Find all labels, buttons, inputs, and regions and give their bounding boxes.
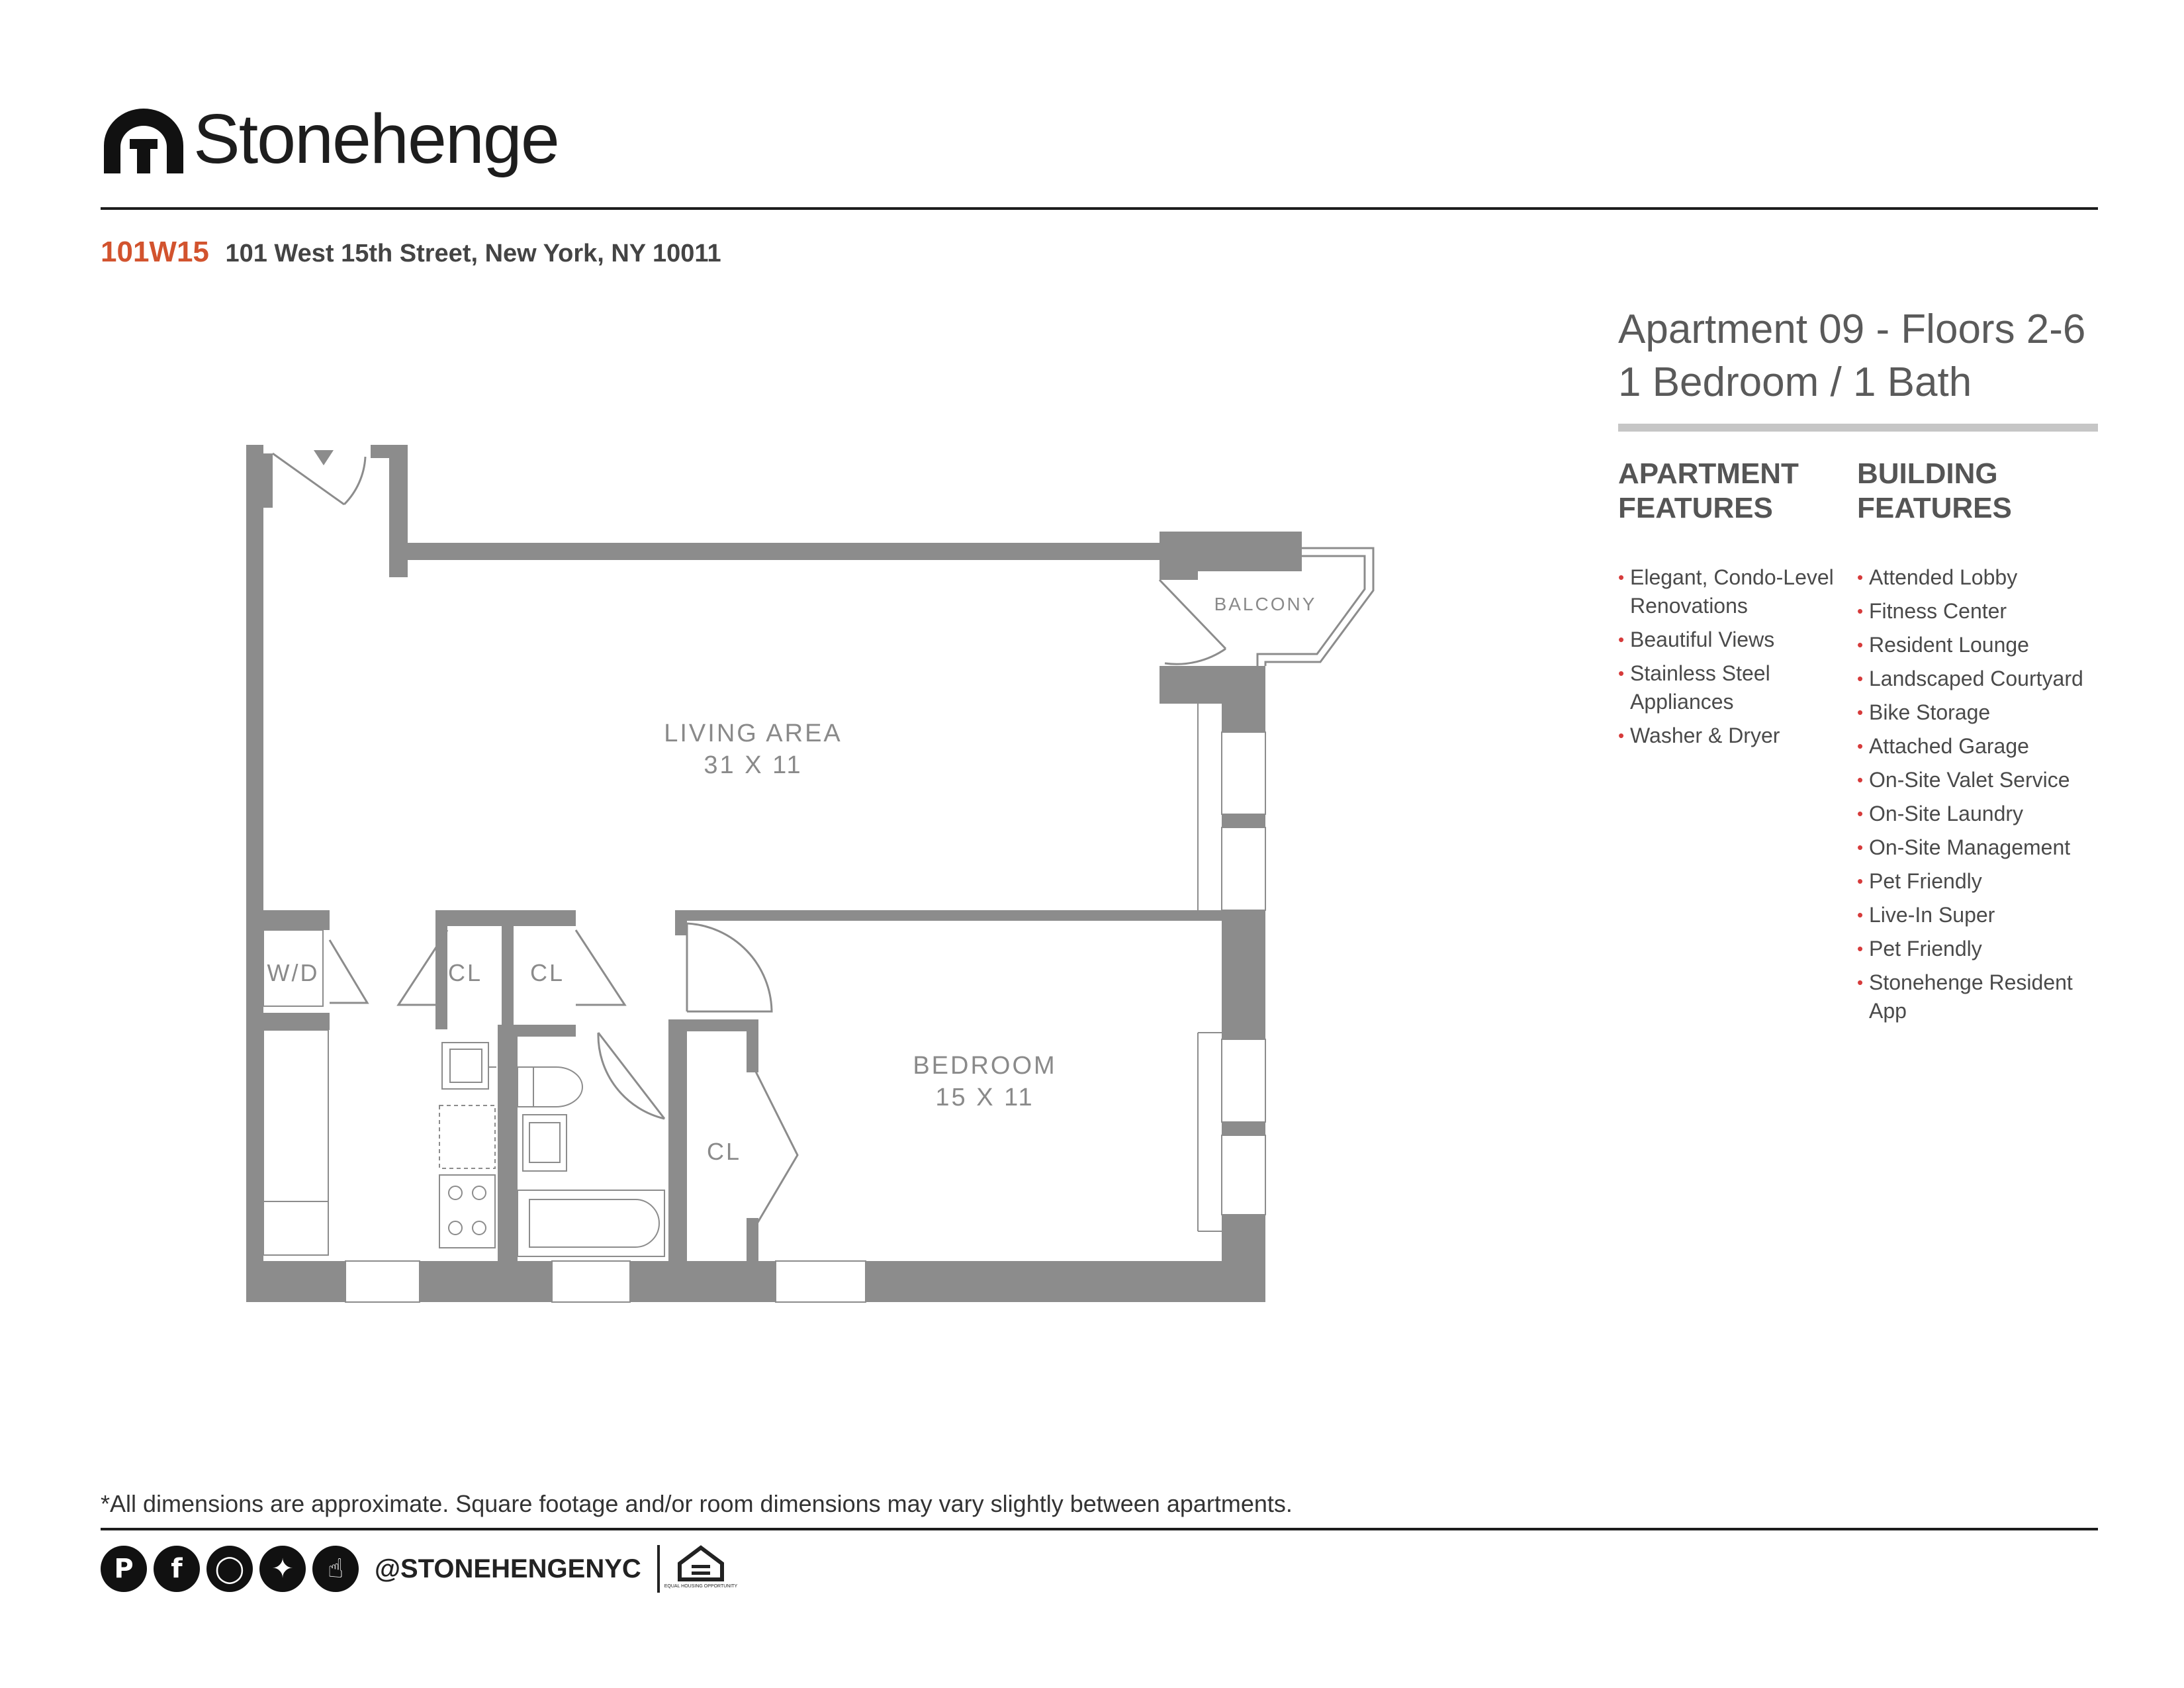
feature-item: • Live-In Super bbox=[1857, 901, 2102, 929]
feature-item: • Beautiful Views bbox=[1618, 626, 1850, 654]
walls bbox=[246, 445, 1302, 1302]
feature-item: • Elegant, Condo-Level Renovations bbox=[1618, 563, 1850, 620]
disclaimer: *All dimensions are approximate. Square footage and/or room dimensions may vary slightly between apartments. bbox=[101, 1490, 1293, 1517]
washer-dryer-label: W/D bbox=[267, 959, 320, 986]
entry-arrow-icon bbox=[314, 450, 334, 465]
feature-item: • On-Site Laundry bbox=[1857, 800, 2102, 828]
building-code: 101W15 bbox=[101, 236, 209, 268]
apartment-features-list bbox=[1618, 563, 1850, 755]
snapchat-icon[interactable]: ☝ bbox=[312, 1546, 359, 1592]
unit-rooms: 1 Bedroom / 1 Bath bbox=[1618, 359, 1972, 405]
building-features-heading: BUILDING FEATURES bbox=[1857, 457, 2012, 524]
feature-item: • Pet Friendly bbox=[1857, 867, 2102, 896]
feature-item: • Attached Garage bbox=[1857, 732, 2102, 761]
balcony-label: BALCONY bbox=[1214, 594, 1317, 614]
feature-item: • Stonehenge Resident App bbox=[1857, 968, 2102, 1025]
apartment-features-heading: APARTMENT FEATURES bbox=[1618, 457, 1799, 524]
closet-label: CL bbox=[529, 959, 565, 986]
instagram-icon[interactable]: ◯ bbox=[206, 1546, 253, 1592]
kitchen bbox=[263, 1030, 496, 1255]
street-address: 101 West 15th Street, New York, NY 10011 bbox=[225, 240, 721, 267]
equal-housing-opportunity-icon bbox=[664, 1545, 738, 1593]
title-divider bbox=[1618, 424, 2098, 432]
living-area-label: LIVING AREA bbox=[664, 720, 842, 747]
closet-label: CL bbox=[706, 1138, 742, 1165]
living-area-dims: 31 X 11 bbox=[704, 751, 803, 779]
address-row bbox=[101, 236, 721, 270]
unit-title: Apartment 09 - Floors 2-6 bbox=[1618, 306, 2086, 352]
footer-vertical-divider bbox=[657, 1545, 660, 1593]
bedroom-label: BEDROOM bbox=[913, 1052, 1057, 1080]
feature-item: • Attended Lobby bbox=[1857, 563, 2102, 592]
doors bbox=[273, 453, 1226, 1228]
closet-label: CL bbox=[447, 959, 483, 986]
feature-item: • Landscaped Courtyard bbox=[1857, 665, 2102, 693]
footer-divider bbox=[101, 1528, 2098, 1530]
bedroom-dims: 15 X 11 bbox=[935, 1084, 1034, 1111]
twitter-icon[interactable]: ✦ bbox=[259, 1546, 306, 1592]
equal-housing-text: EQUAL HOUSING OPPORTUNITY bbox=[664, 1584, 738, 1589]
feature-item: • Stainless Steel Appliances bbox=[1618, 659, 1850, 716]
feature-item: • Washer & Dryer bbox=[1618, 722, 1850, 750]
feature-item: • Fitness Center bbox=[1857, 597, 2102, 626]
stonehenge-logo-icon bbox=[101, 105, 187, 176]
floorplan bbox=[238, 440, 1317, 1314]
brand-name: Stonehenge bbox=[193, 100, 559, 178]
building-features-list bbox=[1857, 563, 2102, 1031]
feature-item: • On-Site Valet Service bbox=[1857, 766, 2102, 794]
facebook-icon[interactable]: f bbox=[154, 1546, 200, 1592]
feature-item: • Resident Lounge bbox=[1857, 631, 2102, 659]
pinterest-icon[interactable]: P bbox=[101, 1546, 147, 1592]
feature-item: • On-Site Management bbox=[1857, 833, 2102, 862]
social-handle[interactable]: @STONEHENGENYC bbox=[375, 1554, 641, 1583]
feature-item: • Pet Friendly bbox=[1857, 935, 2102, 963]
header-divider bbox=[101, 207, 2098, 210]
feature-item: • Bike Storage bbox=[1857, 698, 2102, 727]
bathroom bbox=[518, 1067, 664, 1256]
windows bbox=[345, 732, 1265, 1302]
social-row bbox=[101, 1542, 738, 1595]
